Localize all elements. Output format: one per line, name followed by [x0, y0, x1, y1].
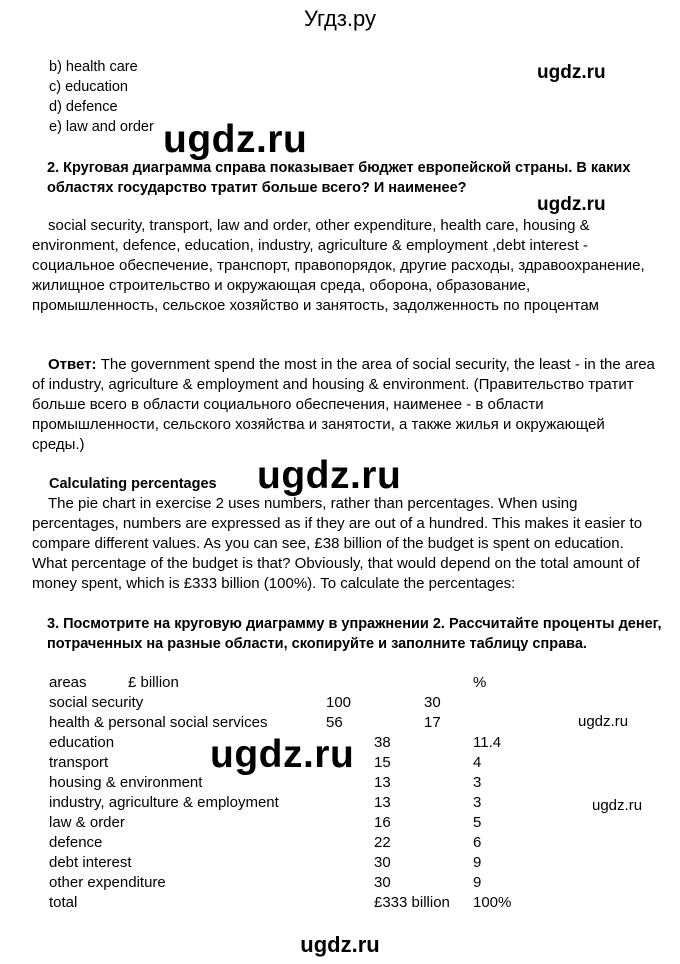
table-cell-percent: 17 [424, 714, 441, 731]
table-cell-billion: 100 [326, 694, 352, 711]
table-cell-percent: 9 [473, 854, 482, 871]
table-cell-billion: 13 [374, 774, 391, 791]
table-cell-billion: £333 billion [374, 894, 450, 911]
exercise-2-answer [32, 355, 657, 455]
watermark-large: ugdz.ru [210, 733, 355, 776]
table-cell-percent: 3 [473, 794, 482, 811]
table-cell-percent: 6 [473, 834, 482, 851]
table-cell-percent: 5 [473, 814, 482, 831]
table-cell-percent: 11.4 [473, 734, 502, 751]
table-cell-billion: 30 [374, 854, 391, 871]
table-cell-billion: 13 [374, 794, 391, 811]
table-cell-billion: 30 [374, 874, 391, 891]
answer-text: The government spend the most in the area of social security, the least - in the area of industry, agriculture & employment and housing & environment. (Правительство тратит больше всего в области социального обеспечения, наименее - в области промышленности, сельского хозяйства и занятости, а также жилья и окружающей среды.) [32, 356, 655, 453]
table-cell-area: housing & environment [49, 774, 203, 791]
option-e: e) law and order [49, 119, 154, 135]
table-cell-percent: 4 [473, 754, 482, 771]
table-cell-billion: 16 [374, 814, 391, 831]
table-cell-area: social security [49, 694, 144, 711]
table-cell-percent: 100% [473, 894, 512, 911]
table-header-percent: % [473, 674, 487, 691]
table-cell-area: health & personal social services [49, 714, 268, 731]
watermark: ugdz.ru [537, 194, 606, 215]
table-cell-area: education [49, 734, 115, 751]
option-b: b) health care [49, 59, 138, 75]
calculating-text: The pie chart in exercise 2 uses numbers, rather than percentages. When using percentages, numbers are expressed as if they are out of a hundred. This makes it easier to compare different values. As you can see, £38 billion of the budget is spent on education. What percentage of the budget is that? Obviously, that would depend on the total amount of money spent, which is £333 billion (100%). To calculate the percentages: [32, 495, 643, 592]
watermark-large: ugdz.ru [257, 454, 402, 497]
exercise-3-question: 3. Посмотрите на круговую диаграмму в упражнении 2. Рассчитайте проценты денег, потраченных на разные области, скопируйте и заполните таблицу справа. [47, 616, 662, 652]
table-cell-area: debt interest [49, 854, 132, 871]
watermark-large: ugdz.ru [163, 118, 308, 161]
table-header-billion: £ billion [128, 674, 179, 691]
site-title[interactable]: Угдз.ру [303, 6, 377, 31]
table-cell-percent: 3 [473, 774, 482, 791]
watermark: ugdz.ru [592, 797, 643, 814]
option-c: c) education [49, 79, 128, 95]
table-cell-area: industry, agriculture & employment [49, 794, 279, 811]
exercise-2-question: 2. Круговая диаграмма справа показывает бюджет европейской страны. В каких областях государство тратит больше всего? И наименее? [47, 160, 631, 196]
option-d: d) defence [49, 99, 118, 115]
table-cell-area: defence [49, 834, 103, 851]
table-cell-billion: 56 [326, 714, 343, 731]
table-cell-area: total [49, 894, 78, 911]
table-cell-percent: 9 [473, 874, 482, 891]
answer-label: Ответ: [48, 356, 97, 373]
exercise-2-categories: social security, transport, law and order, other expenditure, health care, housing & environment, defence, education, industry, agriculture & employment ,debt interest - социальное обеспечение, транспорт, правопорядок, другие расходы, здравоохранение, жилищное строительство и окружающая среда, оборона, образование, промышленность, сельское хозяйство и занятость, задолженность по процентам [32, 217, 645, 314]
watermark: ugdz.ru [537, 62, 606, 83]
table-cell-area: other expenditure [49, 874, 166, 891]
calculating-heading: Calculating percentages [49, 476, 217, 492]
watermark: ugdz.ru [578, 713, 629, 730]
table-cell-billion: 22 [374, 834, 391, 851]
table-cell-area: law & order [49, 814, 125, 831]
table-header-area: areas [49, 674, 87, 691]
table-cell-area: transport [49, 754, 109, 771]
table-cell-percent: 30 [424, 694, 441, 711]
table-cell-billion: 15 [374, 754, 391, 771]
footer-site-link[interactable]: ugdz.ru [300, 932, 380, 957]
table-cell-billion: 38 [374, 734, 391, 751]
